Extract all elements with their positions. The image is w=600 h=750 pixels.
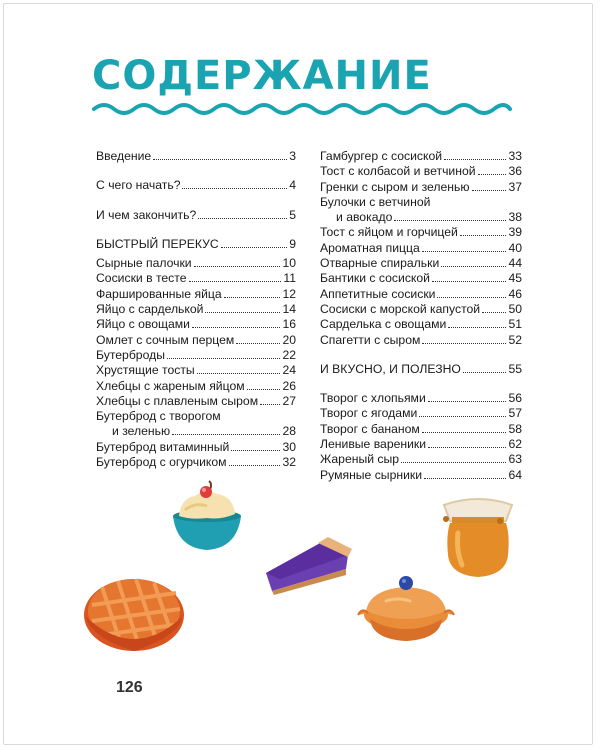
toc-entry-label: Хлебцы с жареным яйцом: [96, 378, 245, 393]
toc-entry[interactable]: [96, 440, 296, 455]
toc-entry-page: 4: [289, 178, 296, 193]
toc-entry-page: 9: [289, 236, 296, 251]
toc-entry[interactable]: [96, 333, 296, 348]
toc-entry-page: 26: [282, 378, 296, 393]
jam-jar-icon: [440, 495, 516, 580]
toc-entry[interactable]: [320, 468, 522, 483]
lattice-pie-icon: [80, 565, 188, 655]
toc-leader-dots: [448, 327, 506, 328]
toc-leader-dots: [463, 372, 507, 373]
toc-entry[interactable]: [320, 333, 522, 348]
toc-section-entry[interactable]: [96, 237, 296, 252]
pie-slice-icon: [262, 535, 354, 595]
toc-leader-dots: [422, 432, 507, 433]
toc-entry[interactable]: [320, 437, 522, 452]
toc-entry-label: и авокадо: [336, 210, 393, 225]
toc-entry[interactable]: [96, 208, 296, 223]
toc-entry-page: 64: [508, 467, 522, 482]
toc-entry[interactable]: [96, 287, 296, 302]
toc-entry-label: Сарделька с овощами: [320, 317, 447, 332]
toc-section-label: И ВКУСНО, И ПОЛЕЗНО: [320, 361, 461, 376]
toc-leader-dots: [231, 450, 280, 451]
toc-leader-dots: [153, 159, 287, 160]
toc-entry-page: 10: [282, 256, 296, 271]
toc-leader-dots: [472, 190, 507, 191]
toc-entry[interactable]: [320, 317, 522, 332]
toc-leader-dots: [482, 312, 506, 313]
baked-pot-icon: [356, 575, 456, 647]
toc-entry[interactable]: [96, 379, 296, 394]
toc-entry-label: И чем закончить?: [96, 207, 197, 222]
toc-entry-label: Румяные сырники: [320, 467, 423, 482]
toc-leader-dots: [192, 327, 280, 328]
toc-leader-dots: [198, 218, 287, 219]
toc-entry-page: 30: [282, 439, 296, 454]
toc-entry[interactable]: [96, 178, 296, 193]
toc-entry[interactable]: [320, 149, 522, 164]
toc-entry[interactable]: [320, 241, 522, 256]
toc-entry-label: Аппетитные сосиски: [320, 286, 436, 301]
toc-leader-dots: [437, 297, 506, 298]
toc-entry-label: Гамбургер с сосиской: [320, 149, 443, 163]
toc-leader-dots: [224, 297, 281, 298]
toc-entry[interactable]: [320, 271, 522, 286]
toc-entry[interactable]: [96, 394, 296, 409]
toc-entry[interactable]: [320, 452, 522, 467]
toc-entry-label: Спагетти с сыром: [320, 332, 421, 347]
toc-entry[interactable]: [96, 149, 296, 164]
toc-entry-page: 52: [508, 332, 522, 347]
toc-leader-dots: [182, 188, 287, 189]
toc-entry-label: Хрустящие тосты: [96, 363, 195, 378]
toc-entry[interactable]: [96, 256, 296, 271]
toc-entry-page: 3: [289, 149, 296, 163]
toc-leader-dots: [247, 389, 281, 390]
toc-leader-dots: [422, 343, 506, 344]
toc-leader-dots: [236, 343, 280, 344]
toc-entry-page: 32: [282, 455, 296, 470]
toc-entry[interactable]: [320, 164, 522, 179]
toc-entry-label: Бутерброд с творогом: [96, 409, 221, 424]
toc-leader-dots: [172, 434, 280, 435]
toc-leader-dots: [229, 465, 281, 466]
toc-entry-label: Тост с колбасой и ветчиной: [320, 164, 476, 179]
toc-entry[interactable]: [320, 287, 522, 302]
toc-entry-label: Гренки с сыром и зеленью: [320, 179, 470, 194]
toc-entry-label: Бутерброды: [96, 347, 165, 362]
toc-section-entry[interactable]: [320, 362, 522, 377]
toc-entry-page: 40: [508, 240, 522, 255]
toc-entry-page: 11: [283, 271, 296, 286]
toc-entry[interactable]: [320, 256, 522, 271]
toc-leader-dots: [419, 416, 506, 417]
toc-entry-page: 56: [508, 391, 522, 406]
toc-entry-page: 45: [508, 271, 522, 286]
toc-entry-continued[interactable]: [320, 210, 522, 225]
toc-entry[interactable]: [96, 409, 296, 424]
toc-entry-page: 51: [508, 317, 522, 332]
toc-entry-label: Отварные спиральки: [320, 256, 440, 271]
toc-entry[interactable]: [320, 391, 522, 406]
toc-entry-label: Жареный сыр: [320, 452, 400, 467]
toc-entry-page: 20: [282, 332, 296, 347]
toc-entry[interactable]: [320, 195, 522, 210]
toc-entry-page: 27: [282, 393, 296, 408]
toc-entry-label: Бутерброд с огурчиком: [96, 455, 227, 470]
toc-entry-page: 33: [508, 149, 522, 163]
toc-entry[interactable]: [96, 363, 296, 378]
toc-leader-dots: [432, 281, 506, 282]
toc-entry[interactable]: [96, 317, 296, 332]
toc-entry[interactable]: [96, 302, 296, 317]
toc-entry-label: Фаршированные яйца: [96, 286, 222, 301]
toc-entry-page: 28: [282, 424, 296, 439]
toc-leader-dots: [478, 174, 507, 175]
toc-entry-label: Бантики с сосиской: [320, 271, 430, 286]
toc-section-label: БЫСТРЫЙ ПЕРЕКУС: [96, 236, 219, 251]
toc-entry-page: 38: [508, 210, 522, 225]
toc-left-column: [96, 149, 296, 470]
toc-entry-label: Яйцо с овощами: [96, 317, 190, 332]
toc-entry-page: 46: [508, 286, 522, 301]
toc-entry-label: Творог с хлопьями: [320, 391, 426, 406]
toc-entry-page: 39: [508, 225, 522, 240]
toc-leader-dots: [394, 220, 506, 221]
page-title: СОДЕРЖАНИЕ: [92, 53, 432, 99]
toc-leader-dots: [460, 235, 507, 236]
toc-entry[interactable]: [320, 406, 522, 421]
toc-leader-dots: [422, 251, 507, 252]
toc-entry-page: 50: [508, 301, 522, 316]
toc-leader-dots: [428, 401, 507, 402]
toc-leader-dots: [167, 358, 280, 359]
toc-entry-continued[interactable]: [96, 424, 296, 439]
toc-entry[interactable]: [96, 348, 296, 363]
toc-entry[interactable]: [320, 180, 522, 195]
toc-leader-dots: [205, 312, 280, 313]
toc-entry-label: Хлебцы с плавленым сыром: [96, 393, 259, 408]
toc-entry-label: Яйцо с сарделькой: [96, 302, 204, 317]
page-number: 126: [116, 679, 143, 696]
toc-entry[interactable]: [320, 422, 522, 437]
toc-leader-dots: [221, 247, 288, 248]
toc-entry-label: Введение: [96, 149, 152, 163]
toc-entry-label: Булочки с ветчиной: [320, 194, 431, 209]
toc-entry-label: Сосиски в тесте: [96, 271, 187, 286]
toc-entry-page: 12: [282, 286, 296, 301]
toc-entry[interactable]: [96, 455, 296, 470]
toc-entry-label: и зеленью: [112, 424, 171, 439]
toc-entry-page: 22: [282, 347, 296, 362]
toc-leader-dots: [428, 447, 506, 448]
toc-entry[interactable]: [96, 271, 296, 286]
toc-entry-label: Сосиски с морской капустой: [320, 301, 481, 316]
toc-entry[interactable]: [320, 225, 522, 240]
toc-leader-dots: [197, 373, 281, 374]
toc-entry-label: Сырные палочки: [96, 256, 192, 271]
toc-entry-page: 44: [508, 256, 522, 271]
toc-entry-page: 62: [508, 437, 522, 452]
toc-entry-page: 58: [508, 421, 522, 436]
toc-entry-label: Омлет с сочным перцем: [96, 332, 235, 347]
toc-leader-dots: [444, 159, 506, 160]
ice-cream-bowl-icon: [165, 480, 250, 555]
toc-entry-page: 36: [508, 164, 522, 179]
toc-leader-dots: [260, 404, 280, 405]
toc-leader-dots: [441, 266, 506, 267]
toc-entry-label: С чего начать?: [96, 178, 181, 193]
toc-entry[interactable]: [320, 302, 522, 317]
toc-leader-dots: [401, 462, 506, 463]
toc-entry-label: Ароматная пицца: [320, 240, 420, 255]
toc-entry-label: Творог с ягодами: [320, 406, 418, 421]
toc-entry-label: Тост с яйцом и горчицей: [320, 225, 458, 240]
toc-leader-dots: [194, 266, 281, 267]
toc-entry-page: 24: [282, 363, 296, 378]
wave-divider: [92, 100, 512, 118]
toc-leader-dots: [424, 478, 506, 479]
toc-entry-page: 63: [508, 452, 522, 467]
toc-entry-page: 5: [289, 207, 296, 222]
toc-entry-label: Творог с бананом: [320, 421, 420, 436]
toc-entry-page: 55: [508, 361, 522, 376]
toc-entry-page: 16: [282, 317, 296, 332]
toc-leader-dots: [189, 281, 282, 282]
toc-entry-label: Бутерброд витаминный: [96, 439, 230, 454]
toc-right-column: [320, 149, 522, 483]
toc-entry-page: 57: [508, 406, 522, 421]
toc-entry-page: 14: [282, 302, 296, 317]
toc-entry-page: 37: [508, 179, 522, 194]
toc-entry-label: Ленивые вареники: [320, 437, 427, 452]
